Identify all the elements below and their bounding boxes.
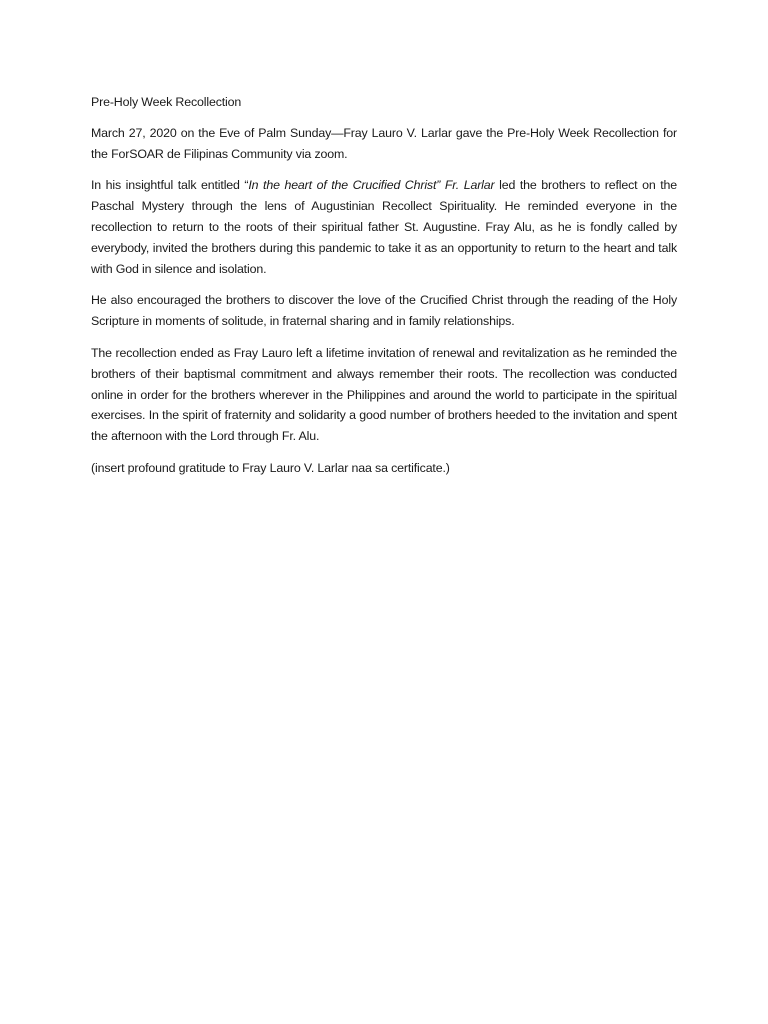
talk-intro-text: In his insightful talk entitled “ <box>91 178 249 193</box>
paragraph-gratitude-note: (insert profound gratitude to Fray Lauro V. Larlar naa sa certificate.) <box>91 460 450 475</box>
paragraph-talk-summary <box>91 175 677 279</box>
paragraph-date-intro: March 27, 2020 on the Eve of Palm Sunday—Fray Lauro V. Larlar gave the Pre-Holy Week Recollection for the ForSOAR de Filipinas Community via zoom. <box>91 125 677 161</box>
document-body <box>91 92 677 490</box>
talk-title-italic: In the heart of the Crucified Christ” Fr. Larlar <box>248 178 495 193</box>
talk-body-text: led the brothers to reflect on the Paschal Mystery through the lens of Augustinian Recollect Spirituality. He reminded everyone in the recollection to return to the roots of their spiritual father St. Augustine. Fray Alu, as he is fondly called by everybody, invited the brothers during this pandemic to take it as an opportunity to return to the heart and talk with God in silence and isolation. <box>91 178 677 276</box>
paragraph-encouragement: He also encouraged the brothers to discover the love of the Crucified Christ through the reading of the Holy Scripture in moments of solitude, in fraternal sharing and in family relationships. <box>91 293 677 329</box>
paragraph-conclusion: The recollection ended as Fray Lauro left a lifetime invitation of renewal and revitalization as he reminded the brothers of their baptismal commitment and always remember their roots. The recollection was conducted online in order for the brothers wherever in the Philippines and around the world to participate in the spiritual exercises. In the spirit of fraternity and solidarity a good number of brothers heeded to the invitation and spent the afternoon with the Lord through Fr. Alu. <box>91 345 677 444</box>
document-title: Pre-Holy Week Recollection <box>91 95 242 109</box>
